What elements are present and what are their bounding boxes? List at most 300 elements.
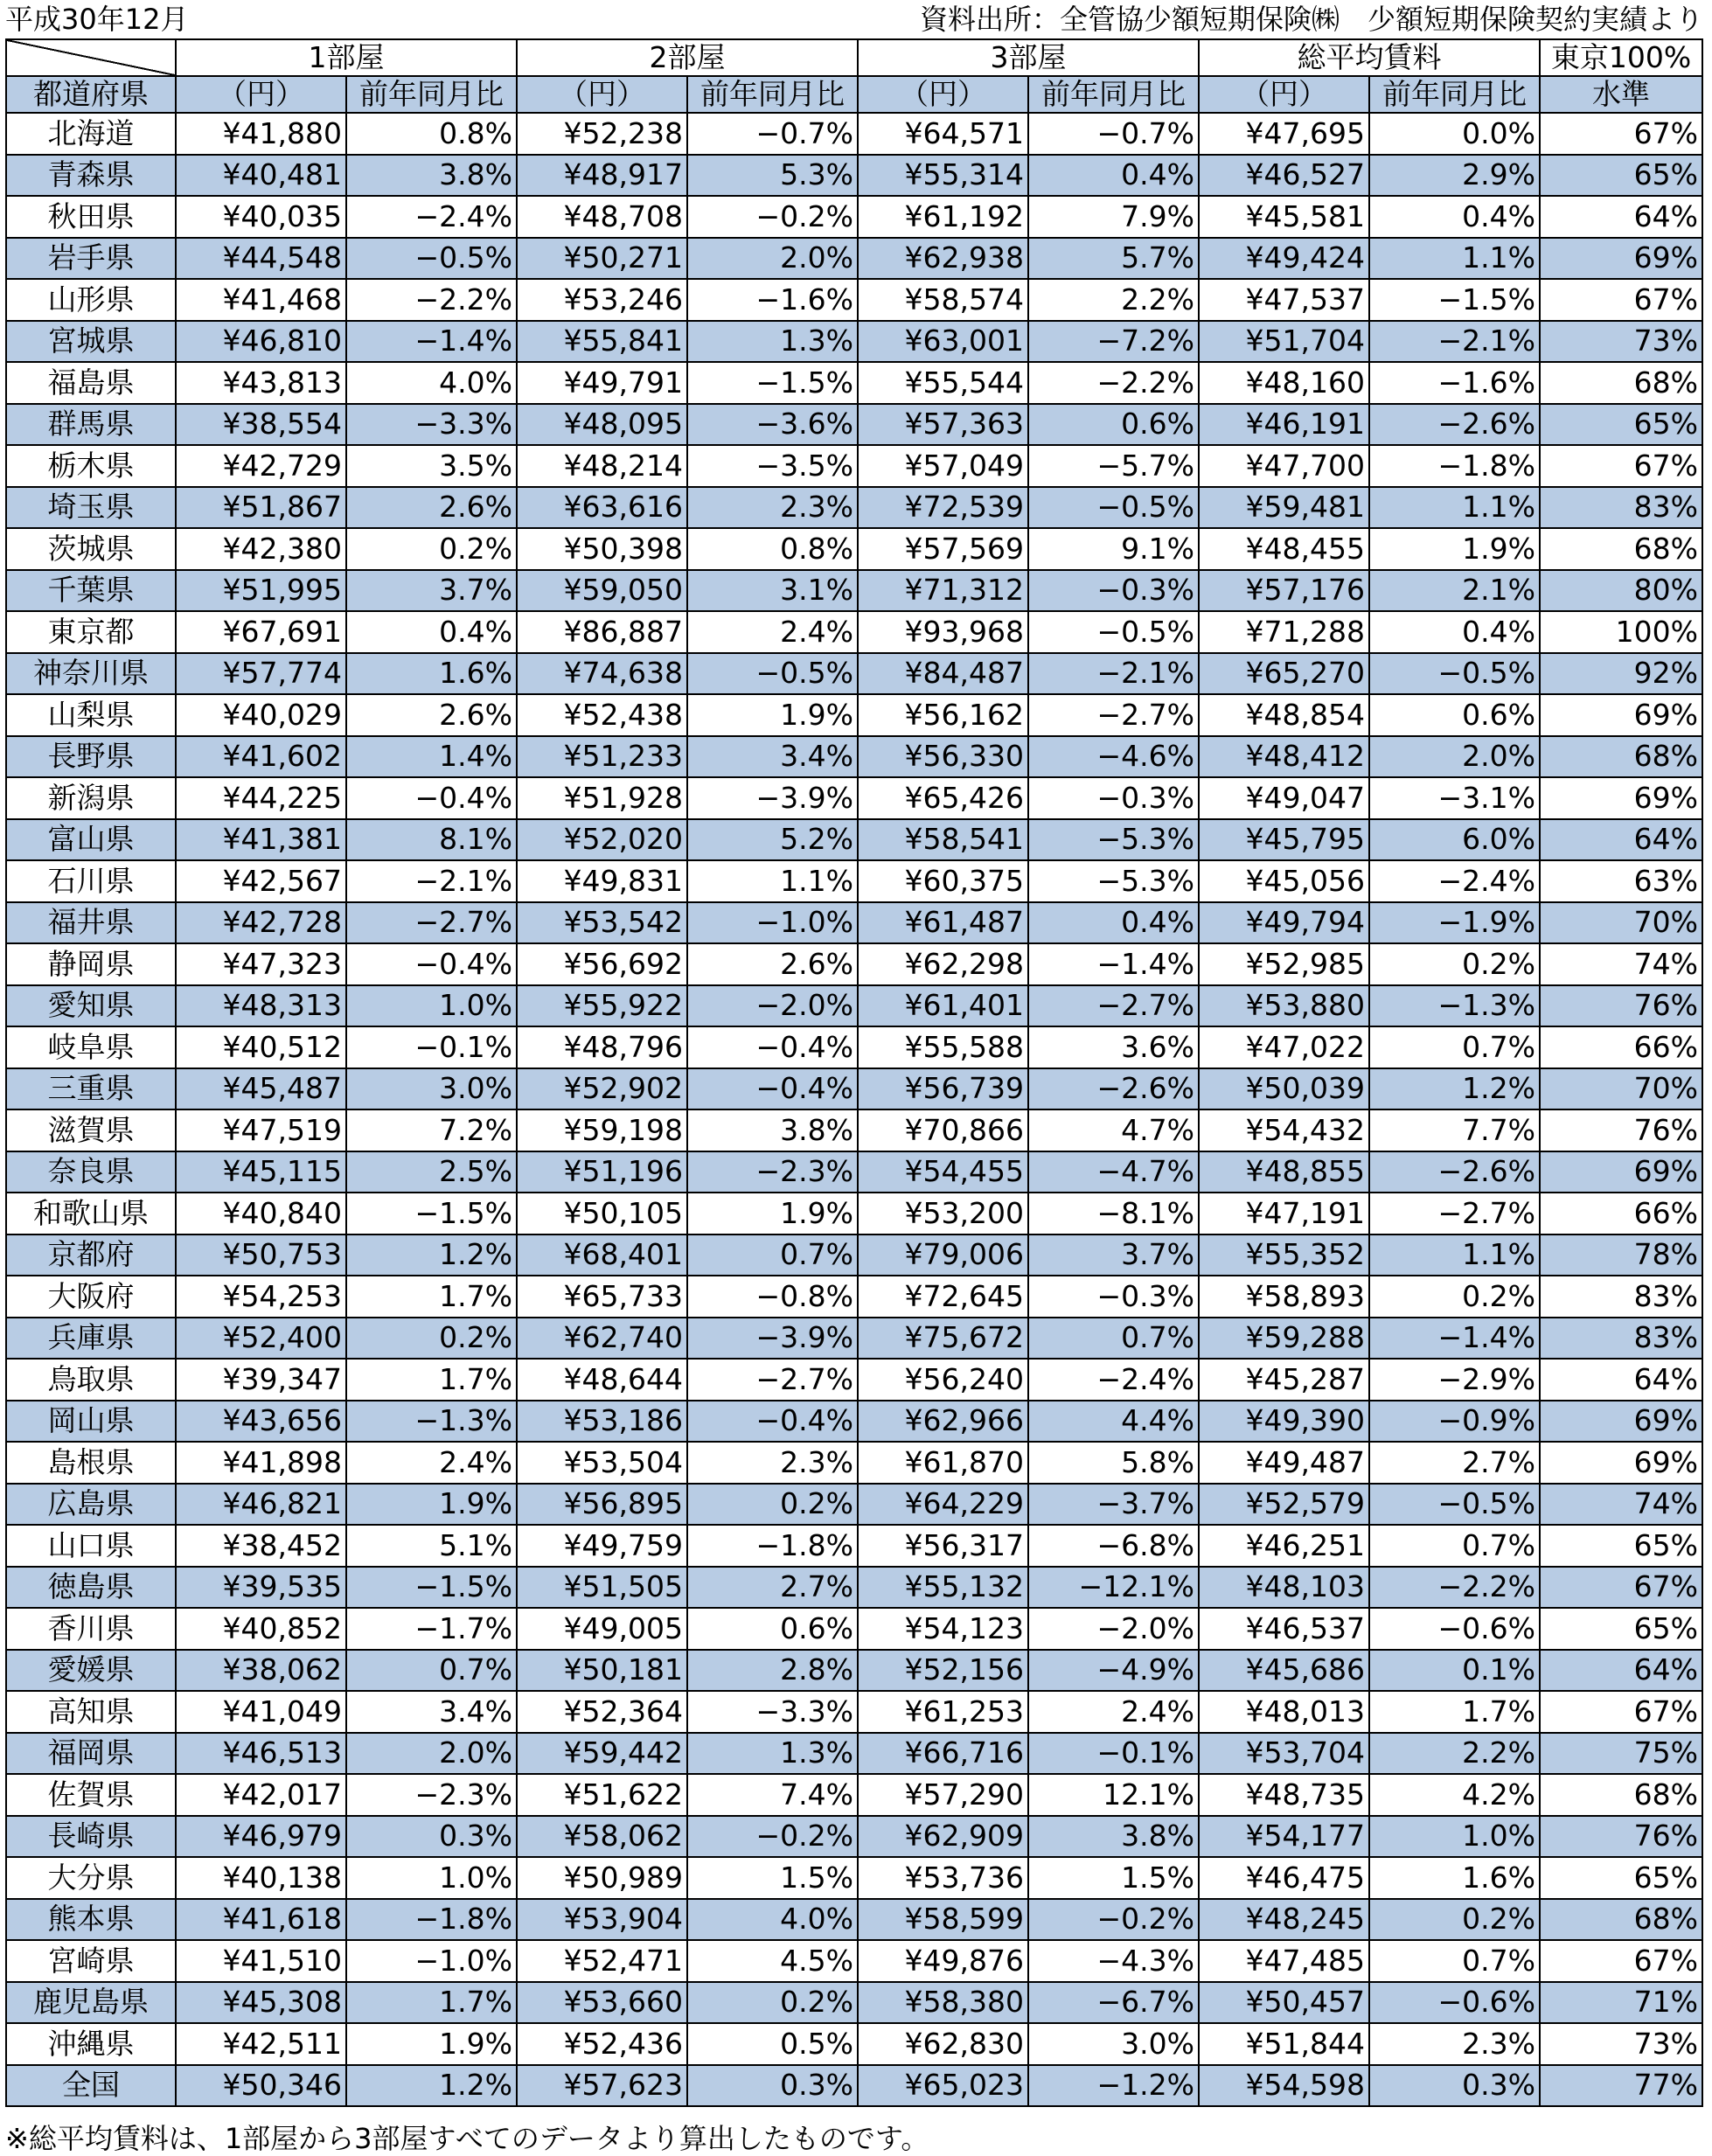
yoy-3room: −0.7% [1028, 113, 1199, 155]
yoy-average: −0.6% [1369, 1982, 1540, 2024]
yoy-average: 1.6% [1369, 1857, 1540, 1899]
prefecture-name: 大分県 [6, 1857, 176, 1899]
rent-average: ¥47,022 [1199, 1026, 1369, 1068]
rent-3room: ¥61,401 [858, 985, 1028, 1027]
rent-1room: ¥39,535 [176, 1567, 346, 1609]
rent-1room: ¥51,867 [176, 487, 346, 529]
yoy-1room: 3.7% [346, 570, 517, 612]
rent-average: ¥48,245 [1199, 1899, 1369, 1941]
yoy-average: −0.9% [1369, 1401, 1540, 1443]
rent-1room: ¥40,029 [176, 694, 346, 736]
yoy-3room: 0.4% [1028, 155, 1199, 197]
yoy-1room: −1.5% [346, 1193, 517, 1234]
prefecture-name: 山梨県 [6, 694, 176, 736]
rent-average: ¥49,794 [1199, 902, 1369, 944]
rent-2room: ¥52,020 [517, 819, 687, 861]
rent-2room: ¥58,062 [517, 1816, 687, 1858]
yoy-average: 2.0% [1369, 736, 1540, 778]
yoy-3room: −0.2% [1028, 1899, 1199, 1941]
yoy-2room: −3.6% [687, 404, 858, 446]
yoy-1room: 1.2% [346, 1234, 517, 1276]
rent-average: ¥47,191 [1199, 1193, 1369, 1234]
yoy-2room: 5.2% [687, 819, 858, 861]
yoy-3room: −2.4% [1028, 1359, 1199, 1401]
footnote: ※総平均賃料は、1部屋から3部屋すべてのデータより算出したものです。 [5, 2122, 929, 2155]
prefecture-name: 福岡県 [6, 1733, 176, 1775]
tokyo-index: 70% [1540, 902, 1702, 944]
tokyo-index: 80% [1540, 570, 1702, 612]
yoy-3room: −7.2% [1028, 321, 1199, 363]
table-row [6, 2023, 1702, 2065]
table-row [6, 819, 1702, 861]
yoy-3room: 7.9% [1028, 196, 1199, 238]
yoy-3room: −4.9% [1028, 1650, 1199, 1692]
yoy-2room: 3.8% [687, 1109, 858, 1151]
prefecture-name: 静岡県 [6, 943, 176, 985]
level-header: 水準 [1540, 76, 1702, 113]
rent-3room: ¥62,909 [858, 1816, 1028, 1858]
yoy-3room: −6.8% [1028, 1525, 1199, 1567]
yoy-1room: 1.0% [346, 985, 517, 1027]
tokyo-index: 69% [1540, 694, 1702, 736]
yoy-average: −2.6% [1369, 1151, 1540, 1193]
table-row [6, 1401, 1702, 1443]
yoy-1room: 1.7% [346, 1359, 517, 1401]
rent-1room: ¥48,313 [176, 985, 346, 1027]
table-row [6, 113, 1702, 155]
yoy-average: −2.6% [1369, 404, 1540, 446]
yoy-1room: −1.0% [346, 1940, 517, 1982]
rent-3room: ¥58,599 [858, 1899, 1028, 1941]
yoy-3room: −2.7% [1028, 694, 1199, 736]
prefecture-name: 石川県 [6, 860, 176, 902]
rent-average: ¥45,287 [1199, 1359, 1369, 1401]
rent-average: ¥50,457 [1199, 1982, 1369, 2024]
rent-2room: ¥52,364 [517, 1691, 687, 1733]
table-row [6, 238, 1702, 280]
rent-1room: ¥47,323 [176, 943, 346, 985]
yoy-1room: 2.6% [346, 694, 517, 736]
rent-2room: ¥52,436 [517, 2023, 687, 2065]
rent-1room: ¥57,774 [176, 653, 346, 695]
rent-2room: ¥53,246 [517, 279, 687, 321]
rent-2room: ¥53,904 [517, 1899, 687, 1941]
table-row [6, 528, 1702, 570]
rent-2room: ¥57,623 [517, 2065, 687, 2107]
rent-1room: ¥41,602 [176, 736, 346, 778]
yoy-average: 0.6% [1369, 694, 1540, 736]
table-row [6, 943, 1702, 985]
yoy-3room: 2.2% [1028, 279, 1199, 321]
tokyo-index: 67% [1540, 279, 1702, 321]
rent-3room: ¥79,006 [858, 1234, 1028, 1276]
yoy-average: 0.2% [1369, 1899, 1540, 1941]
prefecture-name: 兵庫県 [6, 1318, 176, 1360]
prefecture-name: 京都府 [6, 1234, 176, 1276]
yoy-3room: 2.4% [1028, 1691, 1199, 1733]
pref-header: 都道府県 [6, 76, 176, 113]
tokyo-index: 67% [1540, 1940, 1702, 1982]
yoy-1room: 7.2% [346, 1109, 517, 1151]
rent-3room: ¥57,049 [858, 445, 1028, 487]
rent-3room: ¥75,672 [858, 1318, 1028, 1360]
yoy-1room: 8.1% [346, 819, 517, 861]
rent-1room: ¥45,115 [176, 1151, 346, 1193]
rent-3room: ¥54,123 [858, 1608, 1028, 1650]
rent-2room: ¥48,214 [517, 445, 687, 487]
yoy-1room: −1.4% [346, 321, 517, 363]
yoy-3room: −0.5% [1028, 611, 1199, 653]
table-row [6, 487, 1702, 529]
yoy-header: 前年同月比 [1028, 76, 1199, 113]
yoy-1room: −0.4% [346, 943, 517, 985]
yoy-3room: 0.6% [1028, 404, 1199, 446]
rent-2room: ¥48,644 [517, 1359, 687, 1401]
rent-3room: ¥58,541 [858, 819, 1028, 861]
rent-1room: ¥47,519 [176, 1109, 346, 1151]
yoy-2room: 2.6% [687, 943, 858, 985]
rent-average: ¥48,160 [1199, 362, 1369, 404]
yoy-2room: −0.5% [687, 653, 858, 695]
yoy-2room: −3.9% [687, 777, 858, 819]
yoy-2room: −2.3% [687, 1151, 858, 1193]
yoy-2room: 2.8% [687, 1650, 858, 1692]
tokyo-index: 65% [1540, 1525, 1702, 1567]
yoy-average: −3.1% [1369, 777, 1540, 819]
yoy-1room: 1.0% [346, 1857, 517, 1899]
rent-3room: ¥84,487 [858, 653, 1028, 695]
yoy-2room: 0.7% [687, 1234, 858, 1276]
yoy-1room: 2.6% [346, 487, 517, 529]
tokyo-index: 67% [1540, 1691, 1702, 1733]
rent-2room: ¥51,505 [517, 1567, 687, 1609]
rent-3room: ¥63,001 [858, 321, 1028, 363]
yoy-average: 2.9% [1369, 155, 1540, 197]
rent-2room: ¥55,841 [517, 321, 687, 363]
rent-average: ¥45,581 [1199, 196, 1369, 238]
yoy-1room: 3.8% [346, 155, 517, 197]
rent-average: ¥46,251 [1199, 1525, 1369, 1567]
rent-average: ¥45,056 [1199, 860, 1369, 902]
yoy-1room: 0.2% [346, 528, 517, 570]
rent-1room: ¥42,511 [176, 2023, 346, 2065]
rent-1room: ¥45,487 [176, 1068, 346, 1110]
table-row [6, 1026, 1702, 1068]
rent-1room: ¥42,380 [176, 528, 346, 570]
tokyo-index: 69% [1540, 238, 1702, 280]
yoy-3room: 9.1% [1028, 528, 1199, 570]
yoy-average: −2.4% [1369, 860, 1540, 902]
prefecture-name: 長野県 [6, 736, 176, 778]
yoy-1room: 2.0% [346, 1733, 517, 1775]
yoy-3room: −4.6% [1028, 736, 1199, 778]
rent-1room: ¥38,452 [176, 1525, 346, 1567]
rent-2room: ¥52,902 [517, 1068, 687, 1110]
yoy-1room: −1.3% [346, 1401, 517, 1443]
rent-2room: ¥53,660 [517, 1982, 687, 2024]
yoy-average: 1.0% [1369, 1816, 1540, 1858]
rent-average: ¥46,191 [1199, 404, 1369, 446]
rent-1room: ¥40,852 [176, 1608, 346, 1650]
prefecture-name: 埼玉県 [6, 487, 176, 529]
prefecture-name: 熊本県 [6, 1899, 176, 1941]
yoy-1room: 0.8% [346, 113, 517, 155]
yoy-3room: −4.3% [1028, 1940, 1199, 1982]
yoy-average: −1.4% [1369, 1318, 1540, 1360]
table-row [6, 653, 1702, 695]
yoy-3room: 3.6% [1028, 1026, 1199, 1068]
prefecture-name: 滋賀県 [6, 1109, 176, 1151]
group-average: 総平均賃料 [1199, 39, 1540, 76]
prefecture-name: 愛媛県 [6, 1650, 176, 1692]
rent-2room: ¥62,740 [517, 1318, 687, 1360]
rent-2room: ¥50,271 [517, 238, 687, 280]
yoy-header: 前年同月比 [687, 76, 858, 113]
table-row [6, 1691, 1702, 1733]
table-row [6, 736, 1702, 778]
rent-average: ¥49,047 [1199, 777, 1369, 819]
rent-average: ¥49,487 [1199, 1442, 1369, 1484]
rent-1room: ¥67,691 [176, 611, 346, 653]
yoy-2room: −0.2% [687, 196, 858, 238]
group-1-room: 1部屋 [176, 39, 517, 76]
rent-average: ¥49,424 [1199, 238, 1369, 280]
rent-3room: ¥66,716 [858, 1733, 1028, 1775]
rent-2room: ¥74,638 [517, 653, 687, 695]
table-row [6, 1193, 1702, 1234]
yoy-2room: −0.4% [687, 1401, 858, 1443]
rent-2room: ¥49,831 [517, 860, 687, 902]
yoy-average: −1.5% [1369, 279, 1540, 321]
rent-average: ¥50,039 [1199, 1068, 1369, 1110]
rent-3room: ¥55,544 [858, 362, 1028, 404]
rent-2room: ¥68,401 [517, 1234, 687, 1276]
yoy-2room: −0.2% [687, 1816, 858, 1858]
rent-3room: ¥72,645 [858, 1276, 1028, 1318]
prefecture-name: 徳島県 [6, 1567, 176, 1609]
table-row [6, 445, 1702, 487]
rent-3room: ¥93,968 [858, 611, 1028, 653]
yoy-1room: 3.0% [346, 1068, 517, 1110]
tokyo-index: 70% [1540, 1068, 1702, 1110]
rent-table [5, 38, 1703, 2107]
rent-average: ¥46,537 [1199, 1608, 1369, 1650]
yoy-average: −1.6% [1369, 362, 1540, 404]
rent-1room: ¥41,468 [176, 279, 346, 321]
tokyo-index: 76% [1540, 1816, 1702, 1858]
yoy-average: 0.4% [1369, 196, 1540, 238]
rent-3room: ¥53,736 [858, 1857, 1028, 1899]
rent-3room: ¥65,023 [858, 2065, 1028, 2107]
tokyo-index: 63% [1540, 860, 1702, 902]
prefecture-name: 青森県 [6, 155, 176, 197]
rent-average: ¥48,013 [1199, 1691, 1369, 1733]
table-row [6, 196, 1702, 238]
prefecture-name: 秋田県 [6, 196, 176, 238]
prefecture-name: 香川県 [6, 1608, 176, 1650]
table-row [6, 1940, 1702, 1982]
rent-average: ¥52,985 [1199, 943, 1369, 985]
yoy-average: 1.7% [1369, 1691, 1540, 1733]
table-row [6, 860, 1702, 902]
table-row [6, 985, 1702, 1027]
rent-1room: ¥42,567 [176, 860, 346, 902]
yoy-2room: 0.2% [687, 1484, 858, 1526]
rent-3room: ¥56,317 [858, 1525, 1028, 1567]
yen-header: （円） [176, 76, 346, 113]
tokyo-index: 67% [1540, 113, 1702, 155]
yoy-average: 1.9% [1369, 528, 1540, 570]
yoy-3room: 5.7% [1028, 238, 1199, 280]
yen-header: （円） [858, 76, 1028, 113]
rent-2room: ¥50,989 [517, 1857, 687, 1899]
prefecture-name: 群馬県 [6, 404, 176, 446]
table-row [6, 694, 1702, 736]
yoy-3room: 0.7% [1028, 1318, 1199, 1360]
rent-3room: ¥53,200 [858, 1193, 1028, 1234]
yoy-3room: 4.7% [1028, 1109, 1199, 1151]
tokyo-index: 77% [1540, 2065, 1702, 2107]
rent-1room: ¥41,898 [176, 1442, 346, 1484]
rent-3room: ¥49,876 [858, 1940, 1028, 1982]
yoy-average: 1.2% [1369, 1068, 1540, 1110]
rent-2room: ¥59,050 [517, 570, 687, 612]
data-source: 資料出所：全管協少額短期保険㈱ 少額短期保険契約実績より [919, 3, 1703, 36]
rent-average: ¥53,880 [1199, 985, 1369, 1027]
yoy-1room: 0.2% [346, 1318, 517, 1360]
yoy-2room: −0.8% [687, 1276, 858, 1318]
rent-3room: ¥54,455 [858, 1151, 1028, 1193]
yoy-2room: 0.8% [687, 528, 858, 570]
table-row [6, 1567, 1702, 1609]
tokyo-index: 69% [1540, 1401, 1702, 1443]
rent-1room: ¥43,656 [176, 1401, 346, 1443]
yoy-average: 0.7% [1369, 1525, 1540, 1567]
tokyo-index: 66% [1540, 1193, 1702, 1234]
prefecture-name: 岐阜県 [6, 1026, 176, 1068]
rent-3room: ¥71,312 [858, 570, 1028, 612]
tokyo-index: 83% [1540, 487, 1702, 529]
rent-1room: ¥40,035 [176, 196, 346, 238]
rent-2room: ¥59,442 [517, 1733, 687, 1775]
yoy-average: 1.1% [1369, 487, 1540, 529]
yoy-average: 0.7% [1369, 1940, 1540, 1982]
table-row [6, 1774, 1702, 1816]
rent-3room: ¥62,966 [858, 1401, 1028, 1443]
tokyo-index: 64% [1540, 819, 1702, 861]
yoy-average: −2.2% [1369, 1567, 1540, 1609]
yoy-1room: −2.2% [346, 279, 517, 321]
rent-1room: ¥38,554 [176, 404, 346, 446]
yoy-2room: 0.3% [687, 2065, 858, 2107]
rent-3room: ¥61,192 [858, 196, 1028, 238]
rent-average: ¥54,432 [1199, 1109, 1369, 1151]
rent-1room: ¥54,253 [176, 1276, 346, 1318]
rent-2room: ¥50,398 [517, 528, 687, 570]
table-row [6, 404, 1702, 446]
yoy-average: −0.6% [1369, 1608, 1540, 1650]
prefecture-name: 長崎県 [6, 1816, 176, 1858]
tokyo-index: 69% [1540, 777, 1702, 819]
table-row [6, 1359, 1702, 1401]
rent-1room: ¥41,381 [176, 819, 346, 861]
yoy-2room: 1.9% [687, 694, 858, 736]
yen-header: （円） [517, 76, 687, 113]
tokyo-index: 67% [1540, 1567, 1702, 1609]
rent-3room: ¥61,870 [858, 1442, 1028, 1484]
rent-2room: ¥48,708 [517, 196, 687, 238]
rent-2room: ¥53,504 [517, 1442, 687, 1484]
yoy-3room: −8.1% [1028, 1193, 1199, 1234]
yoy-2room: −2.7% [687, 1359, 858, 1401]
table-row [6, 1608, 1702, 1650]
rent-1room: ¥46,821 [176, 1484, 346, 1526]
rent-1room: ¥51,995 [176, 570, 346, 612]
yoy-2room: −2.0% [687, 985, 858, 1027]
yoy-3room: 1.5% [1028, 1857, 1199, 1899]
yoy-3room: −1.4% [1028, 943, 1199, 985]
prefecture-name: 宮城県 [6, 321, 176, 363]
rent-average: ¥59,288 [1199, 1318, 1369, 1360]
table-row [6, 1650, 1702, 1692]
tokyo-index: 68% [1540, 1899, 1702, 1941]
rent-3room: ¥57,569 [858, 528, 1028, 570]
prefecture-name: 高知県 [6, 1691, 176, 1733]
rent-2room: ¥56,692 [517, 943, 687, 985]
rent-average: ¥46,527 [1199, 155, 1369, 197]
yoy-3room: 4.4% [1028, 1401, 1199, 1443]
yoy-2room: 2.4% [687, 611, 858, 653]
prefecture-name: 岩手県 [6, 238, 176, 280]
rent-1room: ¥46,979 [176, 1816, 346, 1858]
yoy-3room: −0.3% [1028, 777, 1199, 819]
tokyo-index: 65% [1540, 155, 1702, 197]
rent-average: ¥54,598 [1199, 2065, 1369, 2107]
rent-1room: ¥40,481 [176, 155, 346, 197]
prefecture-name: 広島県 [6, 1484, 176, 1526]
rent-1room: ¥50,346 [176, 2065, 346, 2107]
table-row [6, 279, 1702, 321]
rent-2room: ¥49,759 [517, 1525, 687, 1567]
rent-2room: ¥50,181 [517, 1650, 687, 1692]
yoy-2room: −1.8% [687, 1525, 858, 1567]
yoy-2room: 3.1% [687, 570, 858, 612]
header-row-groups [6, 39, 1702, 76]
rent-3room: ¥62,938 [858, 238, 1028, 280]
yoy-average: 0.1% [1369, 1650, 1540, 1692]
rent-3room: ¥56,162 [858, 694, 1028, 736]
yoy-average: 0.4% [1369, 611, 1540, 653]
prefecture-name: 鹿児島県 [6, 1982, 176, 2024]
rent-2room: ¥55,922 [517, 985, 687, 1027]
rent-average: ¥54,177 [1199, 1816, 1369, 1858]
yoy-average: 0.0% [1369, 113, 1540, 155]
tokyo-index: 92% [1540, 653, 1702, 695]
header-row-fields [6, 76, 1702, 113]
prefecture-name: 東京都 [6, 611, 176, 653]
yoy-2room: 0.5% [687, 2023, 858, 2065]
table-row [6, 1525, 1702, 1567]
group-tokyo-index: 東京100% [1540, 39, 1702, 76]
rent-2room: ¥52,238 [517, 113, 687, 155]
tokyo-index: 68% [1540, 362, 1702, 404]
prefecture-name: 千葉県 [6, 570, 176, 612]
yoy-1room: 1.7% [346, 1982, 517, 2024]
rent-average: ¥49,390 [1199, 1401, 1369, 1443]
yoy-3room: −5.7% [1028, 445, 1199, 487]
yoy-average: 0.2% [1369, 1276, 1540, 1318]
rent-1room: ¥40,512 [176, 1026, 346, 1068]
